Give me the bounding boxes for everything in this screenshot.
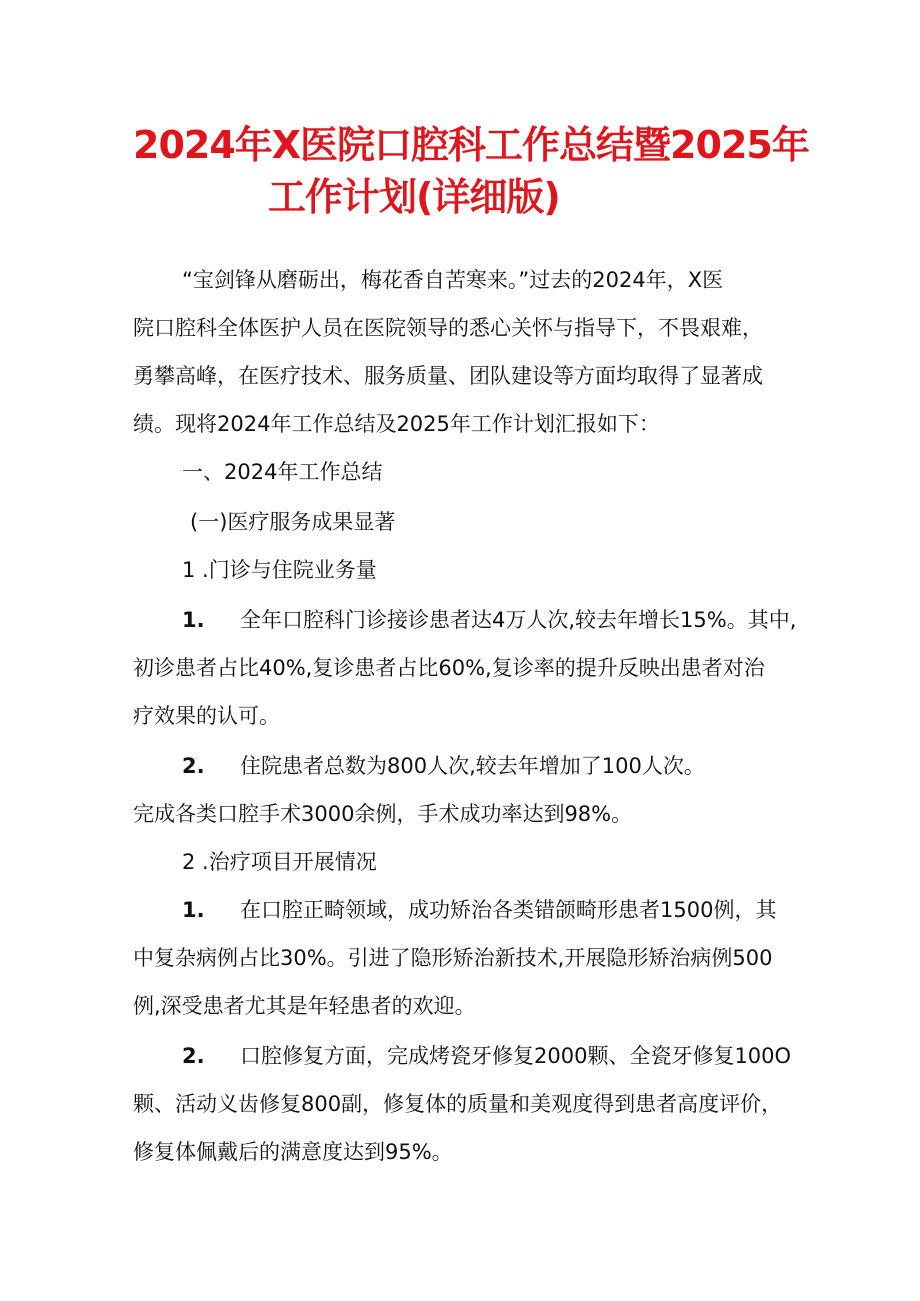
paragraph-line: 住院患者总数为800人次,较去年增加了100人次。 bbox=[240, 754, 705, 778]
paragraph-line: 例,深受患者尤其是年轻患者的欢迎。 bbox=[133, 994, 476, 1018]
item-heading-1: 1 .门诊与住院业务量 bbox=[182, 558, 377, 582]
paragraph-line: 中复杂病例占比30%。引进了隐形矫治新技术,开展隐形矫治病例500 bbox=[133, 946, 773, 970]
paragraph-line: 颗、活动义齿修复800副，修复体的质量和美观度得到患者高度评价， bbox=[133, 1092, 783, 1116]
paragraph-line: 修复体佩戴后的满意度达到95%。 bbox=[133, 1140, 453, 1164]
paragraph-line: 完成各类口腔手术3000余例，手术成功率达到98%。 bbox=[133, 802, 633, 826]
intro-line-4: 绩。现将2024年工作总结及2025年工作计划汇报如下： bbox=[133, 412, 660, 436]
list-number: 1. bbox=[182, 608, 205, 632]
item-heading-2: 2 .治疗项目开展情况 bbox=[182, 850, 377, 874]
intro-line-3: 勇攀高峰，在医疗技术、服务质量、团队建设等方面均取得了显著成 bbox=[133, 364, 763, 388]
intro-line-2: 院口腔科全体医护人员在医院领导的悉心关怀与指导下，不畏艰难， bbox=[133, 316, 763, 340]
paragraph-line: 初诊患者占比40%,复诊患者占比60%,复诊率的提升反映出患者对治 bbox=[133, 656, 765, 680]
document-title-line-2: 工作计划(详细版) bbox=[268, 175, 560, 219]
section-heading-1: 一、2024年工作总结 bbox=[182, 460, 383, 484]
list-number: 2. bbox=[182, 1044, 205, 1068]
document-title-line-1: 2024年X医院口腔科工作总结暨2025年 bbox=[133, 123, 809, 167]
paragraph-line: 全年口腔科门诊接诊患者达4万人次,较去年增长15%。其中, bbox=[240, 608, 797, 632]
intro-line-1: “宝剑锋从磨砺出，梅花香自苦寒来。”过去的2024年，X医 bbox=[182, 268, 724, 292]
list-number: 2. bbox=[182, 754, 205, 778]
subsection-heading-1: (一)医疗服务成果显著 bbox=[190, 510, 396, 534]
paragraph-line: 口腔修复方面，完成烤瓷牙修复2000颗、全瓷牙修复100O bbox=[240, 1044, 792, 1068]
list-number: 1. bbox=[182, 898, 205, 922]
paragraph-line: 疗效果的认可。 bbox=[133, 704, 280, 728]
paragraph-line: 在口腔正畸领域，成功矫治各类错颌畸形患者1500例，其 bbox=[240, 898, 777, 922]
